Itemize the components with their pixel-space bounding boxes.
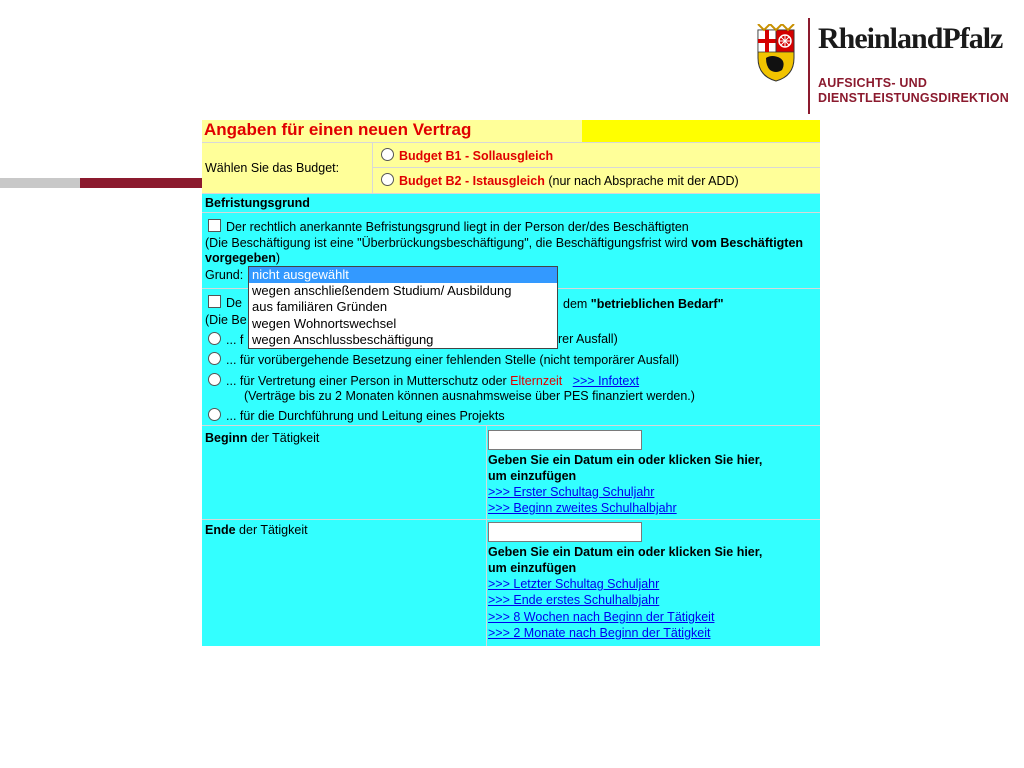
budget-b1-option[interactable] (381, 148, 553, 164)
beginn-date-input[interactable] (488, 430, 642, 450)
ende-link-8-wochen[interactable]: >>> 8 Wochen nach Beginn der Tätigkeit (488, 610, 715, 624)
decorative-stripe-grey (0, 178, 80, 188)
ende-label-rest: der Tätigkeit (235, 523, 308, 537)
grund-option-nicht-ausgewaehlt[interactable]: nicht ausgewählt (249, 267, 557, 283)
decorative-stripe-red (80, 178, 202, 188)
beginn-hint-line1: Geben Sie ein Datum ein oder klicken Sie hier, (488, 453, 763, 467)
logo-divider (808, 18, 810, 114)
logo-subtitle (818, 76, 1009, 106)
grund-option-familiaer[interactable]: aus familiären Gründen (252, 299, 388, 315)
befristung-person-desc (205, 236, 803, 251)
beginn-label-bold: Beginn (205, 431, 248, 445)
befristung-person-option[interactable] (208, 219, 689, 235)
grund-option-studium[interactable]: wegen anschließendem Studium/ Ausbildung (252, 283, 512, 299)
budget-b1-label: Budget B1 - Sollausgleich (399, 149, 554, 163)
form-title-highlight (582, 120, 820, 142)
befristung-bedarf-label-end: dem (563, 297, 591, 311)
budget-label: Wählen Sie das Budget: (205, 161, 340, 175)
contract-form (202, 120, 820, 646)
ende-link-erstes-halbjahr[interactable]: >>> Ende erstes Schulhalbjahr (488, 593, 660, 607)
rheinland-pfalz-logo (752, 18, 1009, 114)
ende-hint-line2: um einzufügen (488, 561, 577, 575)
budget-b2-option[interactable] (381, 173, 739, 189)
bedarf-opt4-label: ... für die Durchführung und Leitung eines Projekts (226, 409, 505, 423)
bedarf-opt3[interactable] (208, 373, 639, 389)
bedarf-opt3-label: ... für Vertretung einer Person in Mutterschutz oder (226, 374, 511, 388)
befristung-bedarf-desc: (Die Be (205, 313, 247, 327)
budget-label-cell (202, 143, 372, 193)
beginn-hint-line2: um einzufügen (488, 469, 577, 483)
bedarf-opt3-note: (Verträge bis zu 2 Monaten können ausnahmsweise über PES finanziert werden.) (244, 389, 695, 403)
logo-subtitle-line1: AUFSICHTS- UND (818, 76, 928, 90)
befristung-bedarf-checkbox[interactable] (208, 295, 221, 308)
bedarf-opt1-tail: rer Ausfall) (558, 332, 618, 346)
grund-dropdown-list[interactable] (248, 266, 558, 349)
logo-subtitle-line2: DIENSTLEISTUNGSDIREKTION (818, 91, 1009, 105)
grund-label: Grund: (205, 268, 244, 282)
befristung-person-desc-end: ) (275, 251, 281, 265)
ende-link-letzter-schultag[interactable]: >>> Letzter Schultag Schuljahr (488, 577, 660, 591)
ende-link-2-monate[interactable]: >>> 2 Monate nach Beginn der Tätigkeit (488, 626, 711, 640)
beginn-link-erster-schultag[interactable]: >>> Erster Schultag Schuljahr (488, 485, 655, 499)
beginn-input-cell (487, 426, 820, 519)
befristung-person-desc-bold2: vorgegeben (205, 251, 276, 265)
budget-b1-cell (373, 143, 820, 167)
grund-option-anschluss[interactable]: wegen Anschlussbeschäftigung (252, 331, 434, 347)
befristung-person-desc-text: (Die Beschäftigung ist eine "Überbrückungsbeschäftigung", die Beschäftigungsfrist wird (205, 236, 692, 250)
ende-label (205, 523, 308, 538)
logo-brand-name: RheinlandPfalz (818, 22, 1003, 55)
bedarf-opt3-elternzeit: Elternzeit (510, 374, 563, 388)
bedarf-opt1[interactable] (208, 332, 243, 348)
ende-hint-line1: Geben Sie ein Datum ein oder klicken Sie hier, (488, 545, 763, 559)
budget-b1-radio[interactable] (381, 148, 394, 161)
budget-b2-cell (373, 168, 820, 193)
ende-input-cell (487, 520, 820, 646)
bedarf-opt1-radio[interactable] (208, 332, 221, 345)
bedarf-opt2-radio[interactable] (208, 352, 221, 365)
bedarf-opt2-label: ... für vorübergehende Besetzung einer fehlenden Stelle (nicht temporärer Ausfall) (226, 353, 680, 367)
befristung-header: Befristungsgrund (205, 196, 310, 210)
form-title-cell (202, 120, 582, 142)
grund-option-wohnort[interactable]: wegen Wohnortswechsel (252, 315, 397, 331)
befristung-bedarf-label-bold: "betrieblichen Bedarf" (590, 297, 724, 311)
beginn-label-cell (202, 426, 486, 519)
befristung-bedarf-option[interactable] (208, 295, 242, 311)
ende-label-cell (202, 520, 486, 646)
befristung-header-cell (202, 194, 820, 212)
bedarf-opt1-label: ... f (226, 333, 244, 347)
bedarf-opt4[interactable] (208, 408, 505, 424)
beginn-label (205, 431, 319, 446)
bedarf-opt4-radio[interactable] (208, 408, 221, 421)
form-title: Angaben für einen neuen Vertrag (204, 120, 472, 139)
ende-date-input[interactable] (488, 522, 642, 542)
infotext-link[interactable]: >>> Infotext (572, 374, 640, 388)
budget-b2-label: Budget B2 - Istausgleich (399, 174, 545, 188)
befristung-bedarf-label-tail (563, 297, 724, 312)
befristung-person-desc-bold: vom Beschäftigten (691, 236, 804, 250)
bedarf-opt3-radio[interactable] (208, 373, 221, 386)
beginn-link-zweites-halbjahr[interactable]: >>> Beginn zweites Schulhalbjahr (488, 501, 677, 515)
coat-of-arms-icon (754, 24, 798, 82)
budget-b2-note: (nur nach Absprache mit der ADD) (548, 174, 739, 188)
befristung-person-label: Der rechtlich anerkannte Befristungsgrund liegt in der Person der/des Beschäftigten (226, 220, 689, 234)
beginn-label-rest: der Tätigkeit (247, 431, 320, 445)
ende-label-bold: Ende (205, 523, 236, 537)
befristung-bedarf-label-start: De (226, 296, 242, 310)
befristung-person-checkbox[interactable] (208, 219, 221, 232)
befristung-person-desc-line2 (205, 251, 280, 266)
budget-b2-radio[interactable] (381, 173, 394, 186)
bedarf-opt2[interactable] (208, 352, 679, 368)
